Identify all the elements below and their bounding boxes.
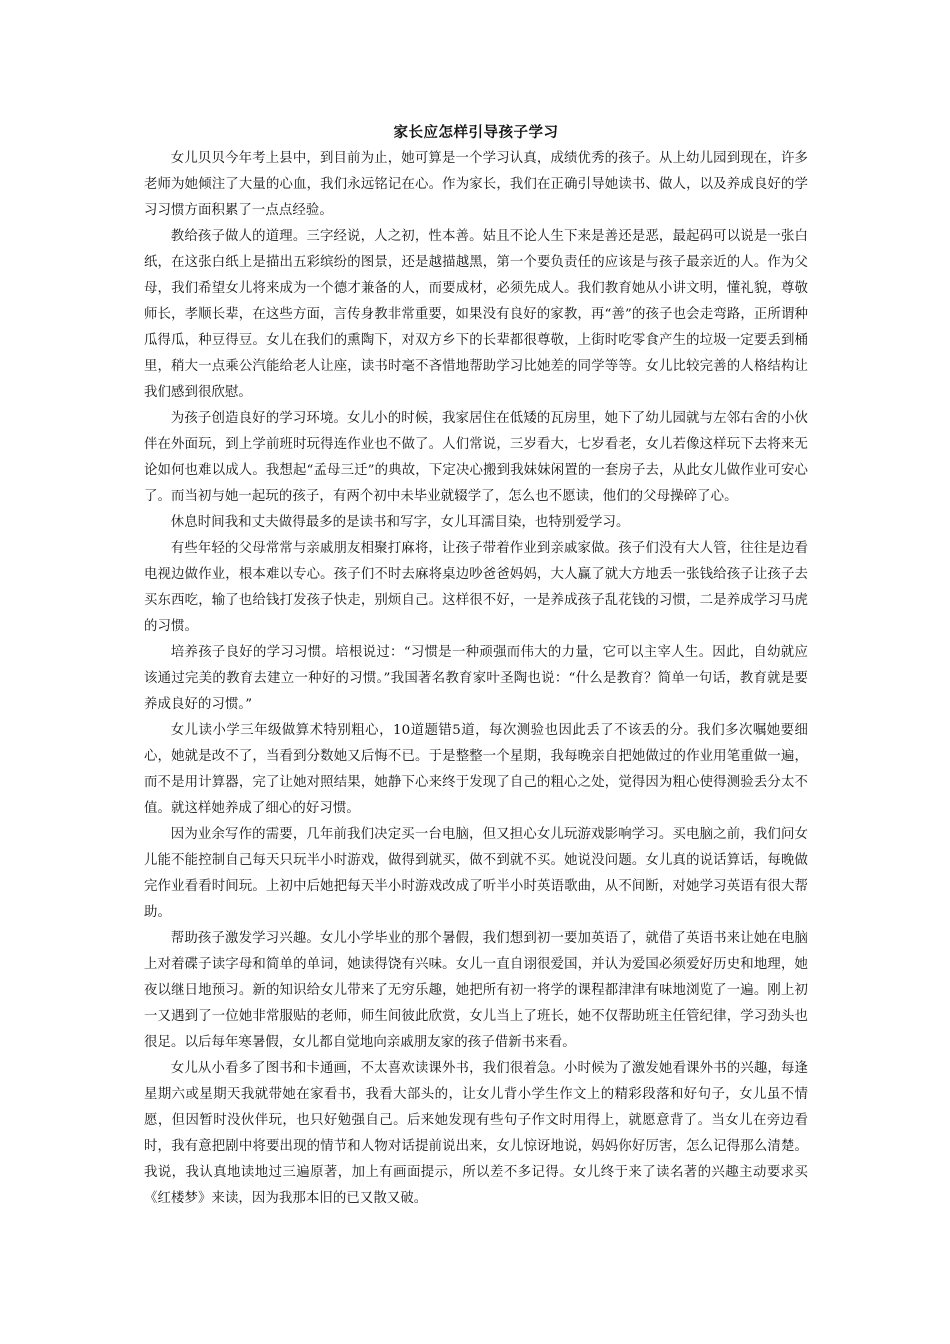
document-page xyxy=(144,120,808,1212)
paragraph-habits: 培养孩子良好的学习习惯。培根说过：“习惯是一种顽强而伟大的力量，它可以主宰人生。因此，自幼就应该通过完美的教育去建立一种好的习惯。”我国著名教育家叶圣陶也说：“什么是教育？简单一句话，教育就是要养成良好的习惯。” xyxy=(144,645,808,712)
paragraph-reading-writing: 休息时间我和丈夫做得最多的是读书和写字，女儿耳濡目染，也特别爱学习。 xyxy=(170,515,630,530)
paragraph-carelessness: 女儿读小学三年级做算术特别粗心，10道题错5道，每次测验也因此丢了不该丢的分。我们多次嘱她要细心，她就是改不了，当看到分数她又后悔不已。于是整整一个星期，我每晚亲自把她做过的作业用笔重做一遍，而不是用计算器，完了让她对照结果，她静下心来终于发现了自己的粗心之处，觉得因为粗心使得测验丢分太不值。就这样她养成了细心的好习惯。 xyxy=(144,723,808,816)
paragraph-intro: 女儿贝贝今年考上县中，到目前为止，她可算是一个学习认真，成绩优秀的孩子。从上幼儿园到现在，许多老师为她倾注了大量的心血，我们永远铭记在心。作为家长，我们在正确引导她读书、做人，以及养成良好的学习习惯方面积累了一点点经验。 xyxy=(144,151,808,218)
paragraph-computer: 因为业余写作的需要，几年前我们决定买一台电脑，但又担心女儿玩游戏影响学习。买电脑之前，我们问女儿能不能控制自己每天只玩半小时游戏，做得到就买，做不到就不买。她说没问题。女儿真的说话算话，每晚做完作业看看时间玩。上初中后她把每天半小时游戏改成了听半小时英语歌曲，从不间断，对她学习英语有很大帮助。 xyxy=(144,827,808,920)
paragraph-environment: 为孩子创造良好的学习环境。女儿小的时候，我家居住在低矮的瓦房里，她下了幼儿园就与左邻右舍的小伙伴在外面玩，到上学前班时玩得连作业也不做了。人们常说，三岁看大，七岁看老，女儿若像这样玩下去将来无论如何也难以成人。我想起“孟母三迁”的典故，下定决心搬到我妹妹闲置的一套房子去，从此女儿做作业可安心了。而当初与她一起玩的孩子，有两个初中未毕业就辍学了，怎么也不愿读，他们的父母操碎了心。 xyxy=(144,411,808,504)
paragraph-reading: 女儿从小看多了图书和卡通画，不太喜欢读课外书，我们很着急。小时候为了激发她看课外书的兴趣，每逢星期六或星期天我就带她在家看书，我看大部头的，让女儿背小学生作文上的精彩段落和好句子，女儿虽不情愿，但因暂时没伙伴玩，也只好勉强自己。后来她发现有些句子作文时用得上，就愿意背了。当女儿在旁边看时，我有意把剧中将要出现的情节和人物对话提前说出来，女儿惊讶地说，妈妈你好厉害，怎么记得那么清楚。我说，我认真地读地过三遍原著，加上有画面提示，所以差不多记得。女儿终于来了读名著的兴趣主动要求买《红楼梦》来读，因为我那本旧的已又散又破。 xyxy=(144,1061,808,1206)
paragraph-interest: 帮助孩子激发学习兴趣。女儿小学毕业的那个暑假，我们想到初一要加英语了，就借了英语书来让她在电脑上对着碟子读字母和简单的单词，她读得饶有兴味。女儿一直自诩很爱国，并认为爱国必须爱好历史和地理，她夜以继日地预习。新的知识给女儿带来了无穷乐趣，她把所有初一将学的课程都津津有味地浏览了一遍。刚上初一又遇到了一位她非常服贴的老师，师生间彼此欣赏，女儿当上了班长，她不仅帮助班主任管纪律，学习劲头也很足。以后每年寒暑假，女儿都自觉地向亲戚朋友家的孩子借新书来看。 xyxy=(144,931,808,1050)
document-title: 家长应怎样引导孩子学习 xyxy=(393,125,559,141)
paragraph-mahjong: 有些年轻的父母常常与亲戚朋友相聚打麻将，让孩子带着作业到亲戚家做。孩子们没有大人管，往往是边看电视边做作业，根本难以专心。孩子们不时去麻将桌边吵爸爸妈妈，大人赢了就大方地丢一张钱给孩子让孩子去买东西吃，输了也给钱打发孩子快走，别烦自己。这样很不好，一是养成孩子乱花钱的习惯，二是养成学习马虎的习惯。 xyxy=(144,541,808,634)
paragraph-teach-morals: 教给孩子做人的道理。三字经说，人之初，性本善。姑且不论人生下来是善还是恶，最起码可以说是一张白纸，在这张白纸上是描出五彩缤纷的图景，还是越描越黑，第一个要负责任的应该是与孩子最亲近的人。作为父母，我们希望女儿将来成为一个德才兼备的人，而要成材，必须先成人。我们教育她从小讲文明，懂礼貌，尊敬师长，孝顺长辈，在这些方面，言传身教非常重要，如果没有良好的家教，再“善”的孩子也会走弯路，正所谓种瓜得瓜，种豆得豆。女儿在我们的熏陶下，对双方乡下的长辈都很尊敬，上街时吃零食产生的垃圾一定要丢到桶里，稍大一点乘公汽能给老人让座，读书时毫不吝惜地帮助学习比她差的同学等等。女儿比较完善的人格结构让我们感到很欣慰。 xyxy=(144,229,808,400)
